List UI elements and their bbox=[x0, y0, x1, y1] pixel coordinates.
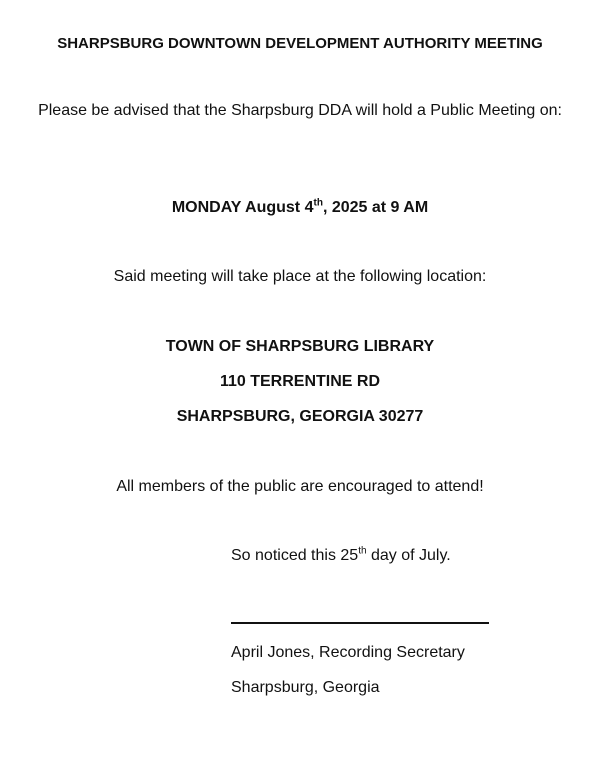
date-ordinal: th bbox=[313, 197, 323, 209]
noticed-prefix: So noticed this 25 bbox=[231, 547, 359, 564]
intro-paragraph: Please be advised that the Sharpsburg DDA will hold a Public Meeting on: bbox=[38, 102, 562, 119]
address-city: SHARPSBURG, GEORGIA 30277 bbox=[176, 408, 424, 425]
signature-line bbox=[231, 622, 489, 624]
address-name: TOWN OF SHARPSBURG LIBRARY bbox=[165, 338, 435, 355]
public-statement: All members of the public are encouraged to attend! bbox=[116, 478, 484, 495]
signer-location: Sharpsburg, Georgia bbox=[231, 679, 380, 696]
noticed-date bbox=[231, 544, 451, 568]
notice-heading: SHARPSBURG DOWNTOWN DEVELOPMENT AUTHORITY MEETING bbox=[57, 35, 543, 52]
meeting-datetime bbox=[0, 196, 600, 220]
signer-name-title: April Jones, Recording Secretary bbox=[231, 644, 465, 661]
date-prefix: MONDAY August 4 bbox=[171, 199, 314, 216]
location-intro: Said meeting will take place at the following location: bbox=[113, 268, 487, 285]
address-street: 110 TERRENTINE RD bbox=[219, 373, 381, 390]
noticed-suffix: day of July. bbox=[366, 547, 451, 564]
noticed-ordinal: th bbox=[358, 545, 367, 557]
date-suffix: , 2025 at 9 AM bbox=[322, 199, 429, 216]
